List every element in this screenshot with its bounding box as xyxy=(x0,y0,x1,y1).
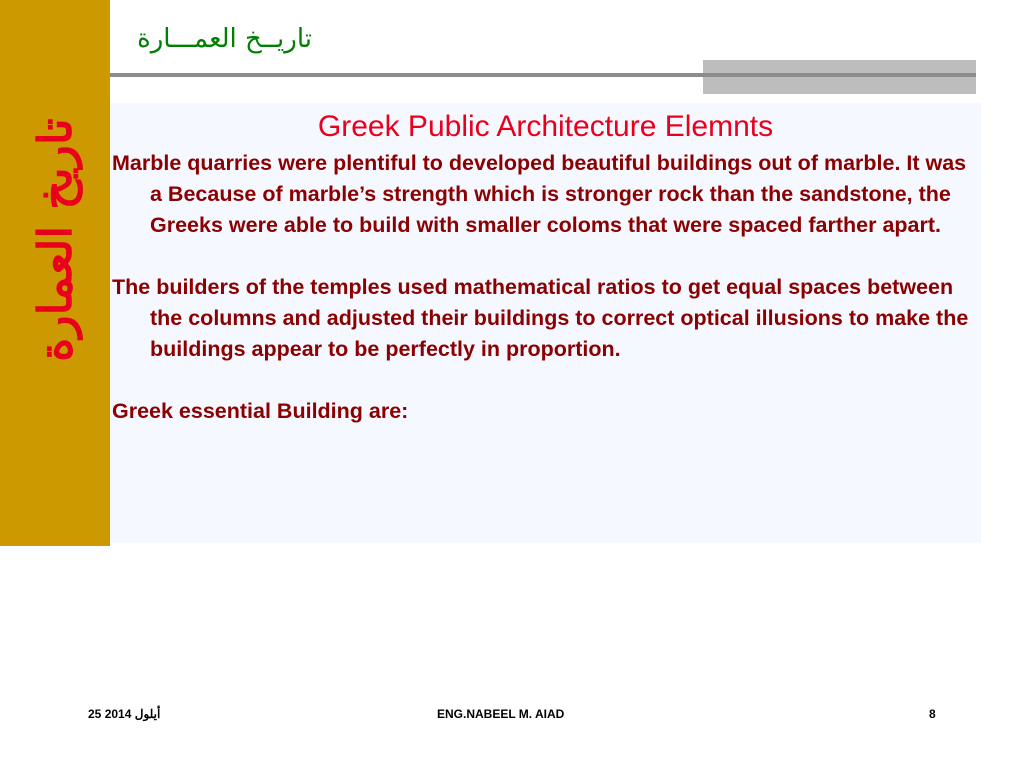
header-rule-block xyxy=(703,60,976,94)
paragraph-ratios: The builders of the temples used mathematical ratios to get equal spaces between the columns and adjusted their buildings to correct optical illusions to make the buildings appear to be perfectly in proportion. xyxy=(112,275,969,361)
paragraph-marble: Marble quarries were plentiful to developed beautiful buildings out of marble. It was a Because of marble’s strength which is stronger rock than the sandstone, the Greeks were able to build with smaller coloms that were spaced farther apart. xyxy=(112,151,967,237)
footer-author: ENG.NABEEL M. AIAD xyxy=(437,707,565,721)
footer-date: 25 أيلول 2014 xyxy=(88,707,161,721)
slide-body xyxy=(112,148,978,427)
page-number: 8 xyxy=(929,707,936,721)
header-title: تاريــخ العمـــارة xyxy=(137,24,312,54)
header-rule-block-line xyxy=(703,73,976,77)
paragraph-buildings: Greek essential Building are: xyxy=(112,399,409,423)
content-panel xyxy=(110,103,981,543)
slide-title: Greek Public Architecture Elemnts xyxy=(317,110,774,143)
sidebar-band xyxy=(0,0,110,546)
sidebar-title: تاريخ العمارة xyxy=(28,118,82,362)
